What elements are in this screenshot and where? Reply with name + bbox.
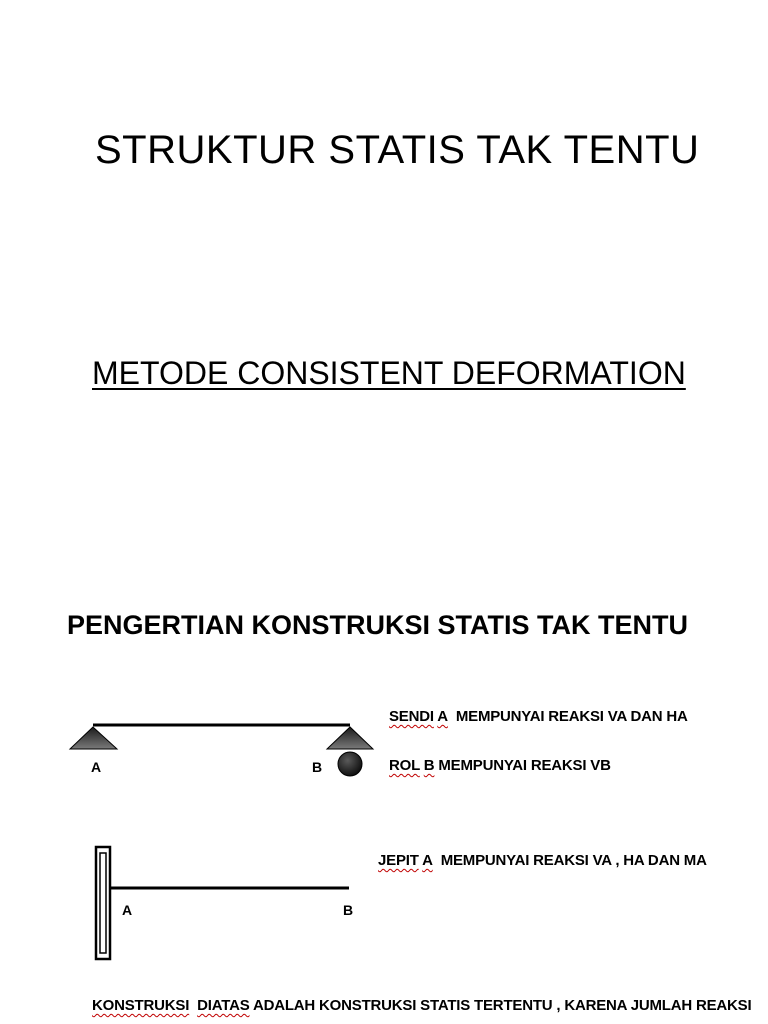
beam2-note-node: A	[422, 852, 433, 869]
conclusion-word2: DIATAS	[197, 997, 250, 1014]
beam1-label-a: A	[91, 759, 102, 775]
conclusion-word1: KONSTRUKSI	[92, 997, 190, 1014]
slide-title: STRUKTUR STATIS TAK TENTU	[95, 128, 700, 172]
beam1-note-a	[389, 708, 688, 725]
beam1-note-b-node: B	[423, 757, 435, 774]
roller-wheel	[338, 752, 362, 776]
beam2-note-key: JEPIT	[378, 852, 419, 869]
slide-subtitle: METODE CONSISTENT DEFORMATION	[92, 355, 686, 391]
beam1-note-a-node: A	[437, 708, 448, 725]
simply-supported-beam-diagram	[60, 715, 390, 785]
beam1-note-b-rest: MEMPUNYAI REAKSI VB	[438, 757, 611, 774]
beam2-note	[378, 852, 707, 869]
conclusion-rest: ADALAH KONSTRUKSI STATIS TERTENTU , KARENA JUMLAH REAKSI	[252, 997, 752, 1014]
roller-support-b	[327, 727, 373, 749]
conclusion-text	[92, 997, 751, 1014]
section-heading: PENGERTIAN KONSTRUKSI STATIS TAK TENTU	[67, 610, 688, 640]
beam2-label-a: A	[122, 902, 133, 918]
pin-support-a	[70, 727, 117, 749]
beam2-label-b: B	[343, 902, 354, 918]
beam1-note-b-key: ROL	[389, 757, 420, 774]
beam1-note-b	[389, 757, 611, 774]
beam1-label-b: B	[312, 759, 323, 775]
beam2-note-rest: MEMPUNYAI REAKSI VA , HA DAN MA	[440, 852, 707, 869]
beam1-note-a-rest: MEMPUNYAI REAKSI VA DAN HA	[455, 708, 688, 725]
fixed-support-wall-inner	[100, 853, 106, 953]
beam1-note-a-key: SENDI	[389, 708, 434, 725]
